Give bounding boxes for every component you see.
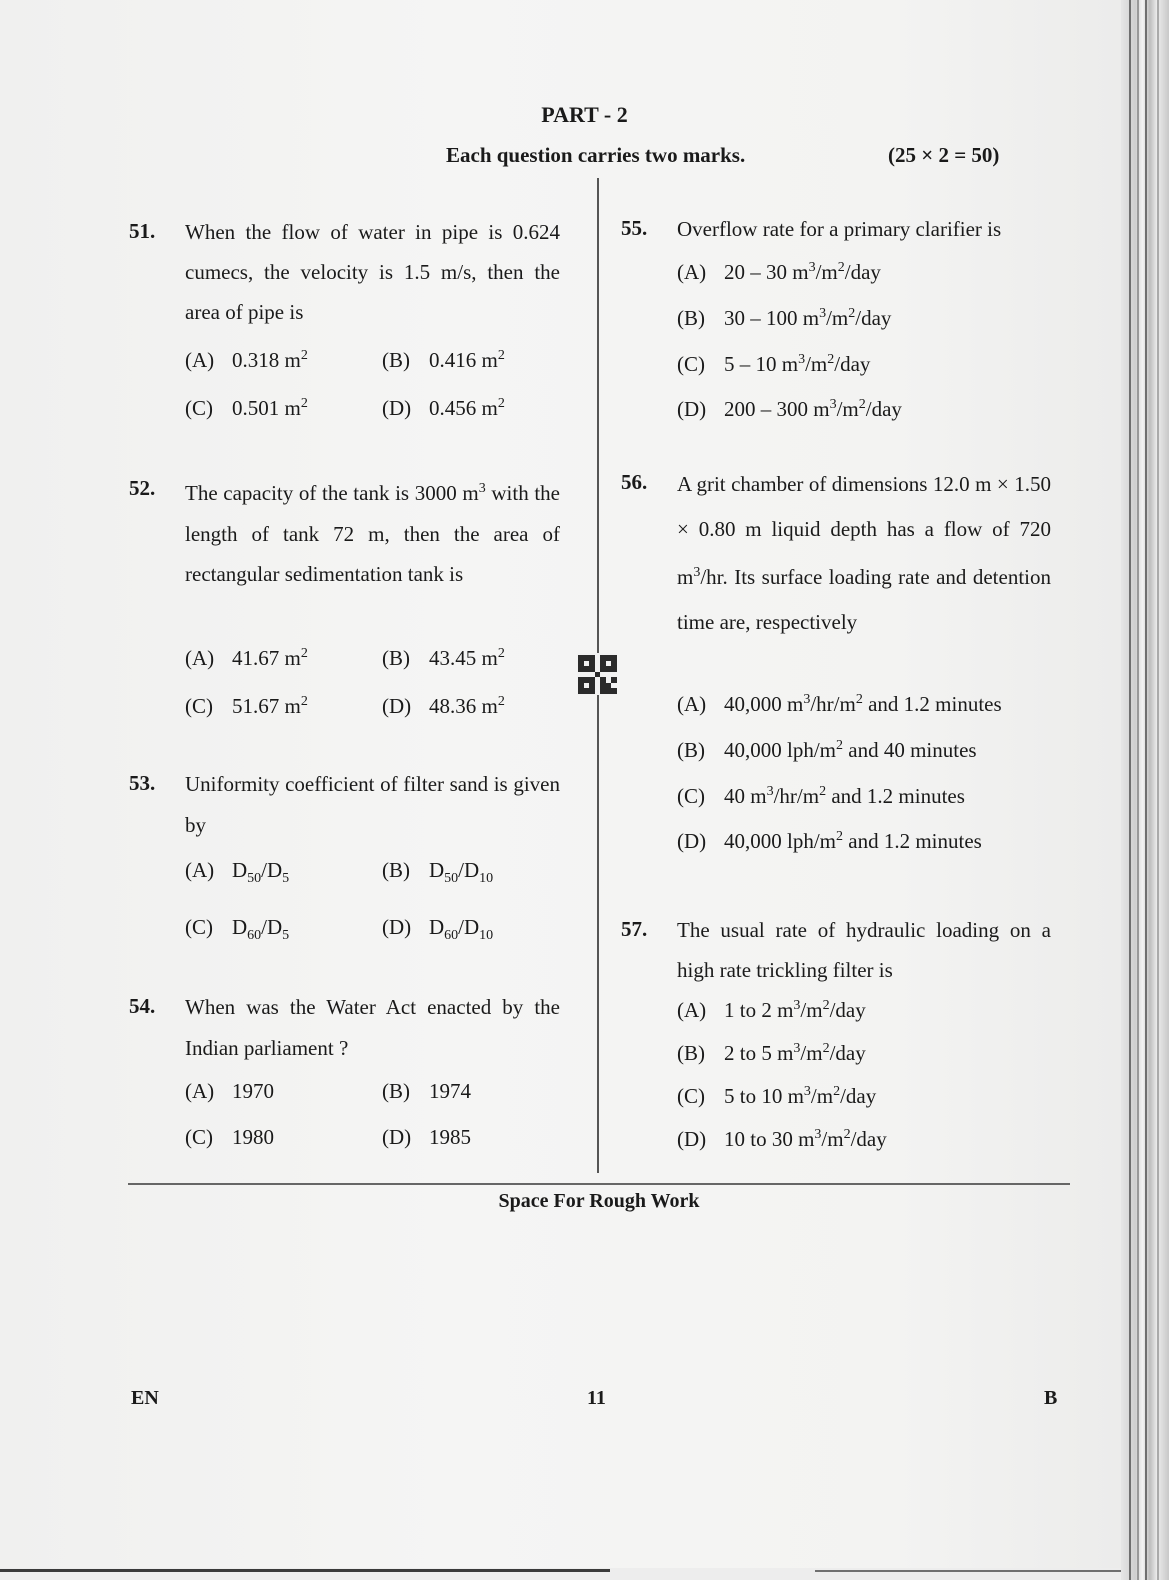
option-b: (B) $D_{50}/D_{10}$	[382, 858, 494, 886]
option-d: (D) 48.36 $m^2$	[382, 694, 505, 718]
option-d: (D) 200 – 300 $m^3/m^2$/day	[677, 397, 902, 421]
option-d: (D) 40,000 lph/$m^2$ and 1.2 minutes	[677, 829, 982, 853]
question-text: Uniformity coefficient of filter sand is given by	[185, 772, 560, 837]
question-number: 57.	[621, 917, 648, 941]
option-a: (A) 20 – 30 $m^3/m^2$/day	[677, 260, 881, 284]
option-a: (A) $D_{50}/D_5$	[185, 858, 290, 886]
option-b: (B) 1974	[382, 1079, 471, 1103]
option-b: (B) 40,000 lph/$m^2$ and 40 minutes	[677, 738, 977, 762]
question-number: 54.	[129, 994, 156, 1018]
option-c: (C) 1980	[185, 1125, 274, 1149]
qr-module	[589, 688, 595, 694]
footer-page-number: 11	[587, 1387, 606, 1409]
total-marks: (25 × 2 = 50)	[888, 143, 1000, 167]
question-text: When was the Water Act enacted by the Indian parliament ?	[185, 995, 560, 1060]
option-c: (C) 5 to 10 $m^3/m^2$/day	[677, 1084, 877, 1108]
question-number: 52.	[129, 476, 156, 500]
option-a: (A) 1 to 2 $m^3/m^2$/day	[677, 998, 866, 1022]
question-number: 51.	[129, 219, 156, 243]
option-a: (A) 40,000 $m^3/hr/m^2$ and 1.2 minutes	[677, 692, 1002, 716]
footer-series: B	[1044, 1387, 1058, 1409]
qr-module	[611, 666, 617, 672]
option-a: (A) 1970	[185, 1079, 274, 1103]
option-b: (B) 2 to 5 $m^3/m^2$/day	[677, 1041, 866, 1065]
option-a: (A) 0.318 $m^2$	[185, 348, 308, 372]
option-d: (D) 1985	[382, 1125, 471, 1149]
option-c: (C) $D_{60}/D_5$	[185, 915, 290, 943]
question-text: The capacity of the tank is 3000 $m^3$ with the length of tank 72 m, then the area of rectangular sedimentation tank is	[185, 481, 560, 586]
option-b: (B) 43.45 $m^2$	[382, 646, 505, 670]
question-text: Overflow rate for a primary clarifier is	[677, 217, 1002, 241]
qr-module	[611, 677, 617, 683]
question-number: 56.	[621, 470, 648, 494]
qr-module	[611, 688, 617, 694]
option-d: (D) 0.456 $m^2$	[382, 396, 505, 420]
option-a: (A) 41.67 $m^2$	[185, 646, 308, 670]
question-text: A grit chamber of dimensions 12.0 m × 1.50 × 0.80 m liquid depth has a flow of 720 $m^3/hr$. Its surface loading rate and detention time are, respectively	[677, 472, 1051, 634]
question-number: 53.	[129, 771, 156, 795]
qr-code-icon	[577, 653, 617, 695]
option-d: (D) $D_{60}/D_{10}$	[382, 915, 494, 943]
page-edge	[0, 1569, 610, 1572]
page-edge	[815, 1570, 1121, 1572]
footer-language: EN	[131, 1387, 159, 1409]
option-c: (C) 5 – 10 $m^3/m^2$/day	[677, 352, 871, 376]
option-b: (B) 30 – 100 $m^3/m^2$/day	[677, 306, 892, 330]
option-b: (B) 0.416 $m^2$	[382, 348, 505, 372]
option-c: (C) 40 $m^3/hr/m^2$ and 1.2 minutes	[677, 784, 965, 808]
question-text: When the flow of water in pipe is 0.624 cumecs, the velocity is 1.5 m/s, then the area of pipe is	[185, 220, 560, 324]
option-c: (C) 51.67 $m^2$	[185, 694, 308, 718]
instruction: Each question carries two marks.	[446, 143, 746, 167]
page-binding	[1121, 0, 1169, 1580]
rough-work-label: Space For Rough Work	[498, 1190, 700, 1212]
part-title: PART - 2	[541, 102, 628, 127]
option-d: (D) 10 to 30 $m^3/m^2$/day	[677, 1127, 887, 1151]
rough-work-rule	[128, 1183, 1070, 1185]
option-c: (C) 0.501 $m^2$	[185, 396, 308, 420]
question-number: 55.	[621, 216, 648, 240]
question-text: The usual rate of hydraulic loading on a high rate trickling filter is	[677, 918, 1051, 982]
